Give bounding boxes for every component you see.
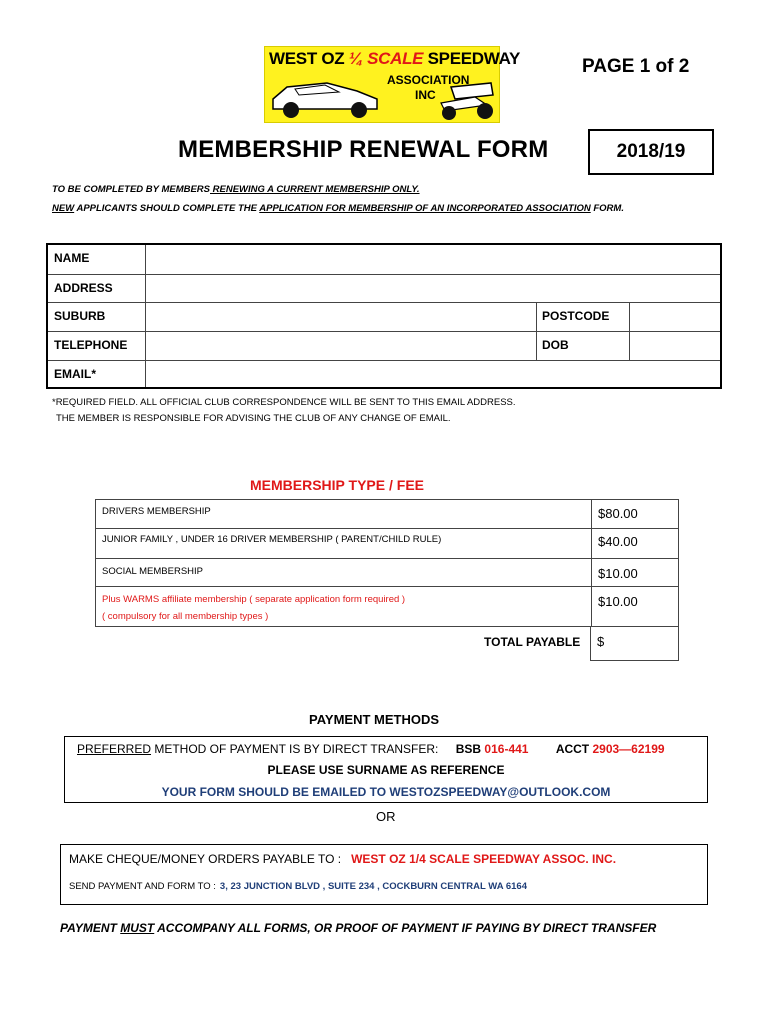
required-note-2: THE MEMBER IS RESPONSIBLE FOR ADVISING THE CLUB OF ANY CHANGE OF EMAIL.	[56, 413, 451, 424]
telephone-row	[48, 331, 720, 360]
payment-methods-title: PAYMENT METHODS	[309, 712, 440, 727]
email-field[interactable]	[146, 361, 720, 387]
fee-label: Plus WARMS affiliate membership ( separate application form required )	[102, 594, 406, 605]
surname-reference-note: PLEASE USE SURNAME AS REFERENCE	[267, 763, 505, 777]
address-label: ADDRESS	[54, 281, 113, 295]
postcode-field[interactable]	[630, 303, 720, 331]
year-box: 2018/19	[588, 129, 714, 175]
membership-fee-table	[95, 499, 679, 627]
fee-row-warms	[96, 586, 678, 626]
fee-label: DRIVERS MEMBERSHIP	[102, 506, 211, 517]
email-instruction: YOUR FORM SHOULD BE EMAILED TO WESTOZSPEEDWAY@OUTLOOK.COM	[161, 785, 611, 799]
fee-row-drivers	[96, 500, 678, 528]
address-field[interactable]	[146, 275, 720, 302]
email-label: EMAIL*	[54, 367, 96, 381]
membership-type-title: MEMBERSHIP TYPE / FEE	[250, 477, 424, 493]
suburb-field[interactable]	[146, 303, 536, 331]
logo-inc: INC	[415, 88, 436, 102]
member-details-table	[46, 243, 722, 389]
telephone-label: TELEPHONE	[54, 338, 128, 352]
logo-association: ASSOCIATION	[387, 73, 470, 87]
fee-row-junior	[96, 528, 678, 558]
required-note-1: *REQUIRED FIELD. ALL OFFICIAL CLUB CORRESPONDENCE WILL BE SENT TO THIS EMAIL ADDRESS.	[52, 397, 516, 408]
direct-transfer-box	[64, 736, 708, 803]
club-logo	[264, 46, 521, 123]
telephone-field[interactable]	[146, 332, 536, 360]
name-label: NAME	[54, 251, 90, 265]
intro-line-2: NEW APPLICANTS SHOULD COMPLETE THE APPLICATION FOR MEMBERSHIP OF AN INCORPORATED ASSOCIATION FORM.	[52, 203, 624, 214]
total-payable-label: TOTAL PAYABLE	[484, 635, 581, 649]
fee-label: SOCIAL MEMBERSHIP	[102, 566, 204, 577]
cheque-payable-line: MAKE CHEQUE/MONEY ORDERS PAYABLE TO : WEST OZ 1/4 SCALE SPEEDWAY ASSOC. INC.	[69, 852, 617, 866]
fee-value: $10.00	[598, 594, 638, 609]
fee-value: $40.00	[598, 534, 638, 549]
page-number: PAGE 1 of 2	[582, 56, 690, 77]
form-title: MEMBERSHIP RENEWAL FORM	[178, 136, 549, 163]
total-payable-field[interactable]: $	[590, 627, 679, 661]
fee-value: $80.00	[598, 506, 638, 521]
or-separator: OR	[376, 809, 396, 824]
intro-line-1: TO BE COMPLETED BY MEMBERS RENEWING A CURRENT MEMBERSHIP ONLY.	[52, 184, 420, 195]
suburb-row	[48, 302, 720, 331]
name-row	[48, 245, 720, 274]
postcode-label: POSTCODE	[542, 309, 610, 323]
fee-label-note: ( compulsory for all membership types )	[102, 611, 269, 622]
fee-value: $10.00	[598, 566, 638, 581]
fee-row-social	[96, 558, 678, 588]
fee-label: JUNIOR FAMILY , UNDER 16 DRIVER MEMBERSHIP ( PARENT/CHILD RULE)	[102, 534, 442, 545]
address-row	[48, 274, 720, 302]
dob-field[interactable]	[630, 332, 720, 360]
logo-title: WEST OZ ¼ SCALE SPEEDWAY	[269, 49, 521, 68]
direct-transfer-line: PREFERRED METHOD OF PAYMENT IS BY DIRECT TRANSFER: BSB 016-441 ACCT 2903—62199	[77, 742, 665, 756]
send-address-line: SEND PAYMENT AND FORM TO : 3, 23 JUNCTION BLVD , SUITE 234 , COCKBURN CENTRAL WA 6164	[69, 881, 527, 892]
suburb-label: SUBURB	[54, 309, 106, 323]
cheque-box	[60, 844, 708, 905]
email-row	[48, 360, 720, 387]
dob-label: DOB	[542, 338, 569, 352]
name-field[interactable]	[146, 245, 720, 274]
payment-footer-note: PAYMENT MUST ACCOMPANY ALL FORMS, OR PROOF OF PAYMENT IF PAYING BY DIRECT TRANSFER	[60, 921, 657, 935]
